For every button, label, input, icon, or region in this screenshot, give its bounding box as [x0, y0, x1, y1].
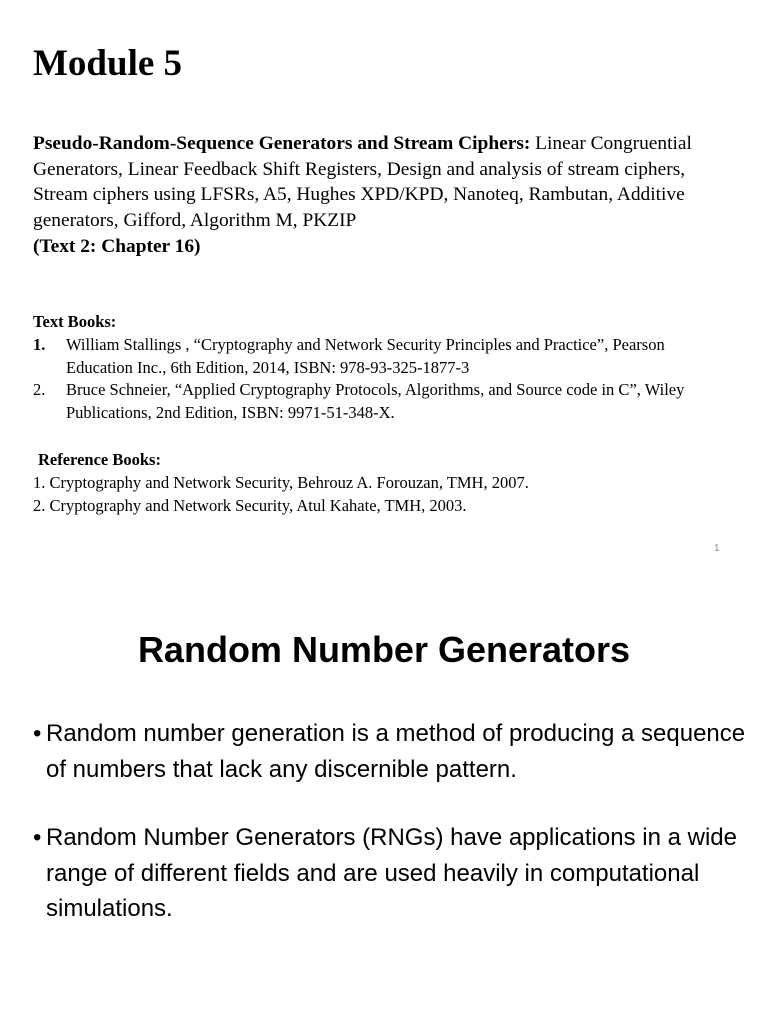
bullet-text: Random number generation is a method of producing a sequence of numbers that lack any discernible pattern.: [46, 720, 746, 783]
bullet-item: [33, 716, 748, 787]
bullet-text: Random Number Generators (RNGs) have applications in a wide range of different fields and are used heavily in computational simulations.: [46, 824, 737, 922]
reference-books-list: [33, 472, 733, 517]
text-book-number: 2.: [33, 380, 46, 399]
reference-books-heading: Reference Books:: [38, 450, 161, 469]
bullet-glyph: •: [33, 720, 42, 747]
bullet-list: [33, 716, 748, 927]
module-title: Module 5: [33, 43, 183, 84]
text-books-heading: Text Books:: [33, 312, 117, 331]
topics-body: Linear Congruential Generators, Linear Feedback Shift Registers, Design and analysis of stream ciphers, Stream ciphers using LFSRs, A5, Hughes XPD/KPD, Nanoteq, Rambutan, Additive generators, Gifford, Algorithm M, PKZIP: [33, 133, 692, 231]
page-number: 1: [714, 543, 720, 554]
slide-random-number-generators: [0, 576, 768, 1024]
topics-heading: Pseudo-Random-Sequence Generators and Stream Ciphers:: [33, 133, 531, 154]
text-book-item: [33, 334, 733, 379]
text-book-number: 1.: [33, 335, 46, 354]
text-books-list: [33, 334, 733, 424]
bullet-glyph: •: [33, 824, 42, 851]
topics-reference: (Text 2: Chapter 16): [33, 236, 201, 257]
reference-book-item: 2. Cryptography and Network Security, Atul Kahate, TMH, 2003.: [33, 495, 467, 515]
text-book-citation: William Stallings , “Cryptography and Network Security Principles and Practice”, Pearson Education Inc., 6th Edition, 2014, ISBN: 978-93-325-1877-3: [66, 335, 665, 377]
bullet-item: [33, 820, 748, 927]
slide-title: Random Number Generators: [137, 629, 631, 670]
reference-book-item: 1. Cryptography and Network Security, Behrouz A. Forouzan, TMH, 2007.: [33, 473, 529, 492]
text-book-citation: Bruce Schneier, “Applied Cryptography Protocols, Algorithms, and Source code in C”, Wiley Publications, 2nd Edition, ISBN: 9971-51-348-X.: [66, 380, 685, 422]
text-book-item: [33, 379, 733, 424]
module-topics: [33, 131, 733, 233]
